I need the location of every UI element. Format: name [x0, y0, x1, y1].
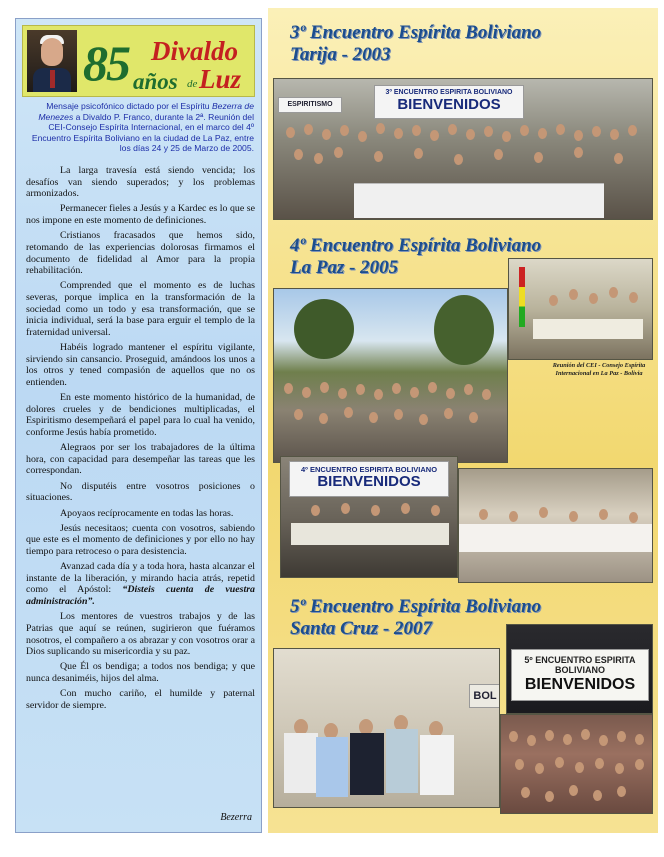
- encounter-3-title: 3º Encuentro Espírita Boliviano Tarija - 2003: [290, 22, 542, 65]
- paragraph: Permanecer fieles a Jesús y a Kardec es lo que se nos impone en este momento de definiciones.: [26, 203, 255, 227]
- anniversary-header: [22, 25, 255, 97]
- paragraph: Habéis logrado mantener el espíritu vigilante, sirviendo sin cansancio. Proseguid, amándoos los unos a los otros y tened compasión de aquellos que no os entienden.: [26, 342, 255, 388]
- message-panel: [15, 18, 262, 833]
- paragraph: Que Él os bendiga; a todos nos bendiga; y que nunca desaniméis, hijos del alma.: [26, 661, 255, 684]
- encounter-4-banner: 4º ENCUENTRO ESPIRITA BOLIVIANO BIENVENIDOS: [289, 461, 449, 497]
- header-name: Divaldo: [151, 36, 238, 66]
- message-body: [26, 165, 255, 715]
- cei-meeting-photo: [508, 258, 653, 360]
- encounter-5-title: 5º Encuentro Espírita Boliviano Santa Cruz - 2007: [290, 596, 542, 639]
- head-table: [291, 523, 449, 545]
- palm-tree: [434, 295, 494, 365]
- crowd: [274, 119, 652, 219]
- header-number: 85: [83, 35, 129, 91]
- encounter-3-banner: 3º ENCUENTRO ESPIRITA BOLIVIANO BIENVENIDOS: [374, 85, 524, 119]
- header-luz: Luz: [199, 64, 242, 94]
- encounter-5-group-photo: [273, 648, 500, 808]
- encounter-4-hall-photo: [458, 468, 653, 583]
- encounter-5-banner: 5º ENCUENTRO ESPIRITA BOLIVIANO BIENVENIDOS: [511, 649, 649, 701]
- meeting-table: [533, 319, 643, 339]
- paragraph: Con mucho cariño, el humilde y paternal servidor de siempre.: [26, 688, 255, 711]
- encounter-3-photo: [273, 78, 653, 220]
- paragraph: No disputéis entre vosotros posiciones o situaciones.: [26, 480, 255, 504]
- crowd: [501, 725, 652, 813]
- paragraph: Avanzad cada día y a toda hora, hasta alcanzar el instante de la liberación, y mirando hacia atrás, repetid como el Apóstol: “Disteis cuenta de vuestra administración”.: [26, 561, 255, 608]
- encounter-4-title: 4º Encuentro Espírita Boliviano La Paz - 2005: [290, 235, 542, 278]
- header-years: años: [133, 69, 178, 94]
- encounter-3-sign: ESPIRITISMO: [278, 97, 342, 113]
- encounter-4-stage-photo: [280, 456, 458, 578]
- bolivia-flag: [519, 267, 525, 327]
- encounters-panel: [268, 8, 658, 833]
- encounter-5-audience-photo: [500, 714, 653, 814]
- apostle-quote: “Disteis cuenta de vuestra administración”.: [26, 584, 255, 608]
- header-de: de: [187, 78, 198, 90]
- intro-note: Mensaje psicofónico dictado por el Espíritu Bezerra de Menezes a Divaldo P. Franco, durante la 2ª. Reunión del CEI-Consejo Espírita Internacional, en el marco del 4º Encuentro Espírita Boliviano en la ciudad de La Paz, entre los días 24 y 25 de Marzo de 2005.: [31, 101, 254, 153]
- paragraph: Los mentores de vuestros trabajos y de las Patrias que aquí se reúnen, sugirieron que fuéramos nosotros, el compañero a os abrazar y con vosotros orar a Dios suplicando su misericordia y su paz.: [26, 611, 255, 658]
- signature: Bezerra: [220, 812, 252, 823]
- paragraph: Apoyaos recíprocamente en todas las horas.: [60, 507, 234, 519]
- encounter-5-banner-photo: [506, 624, 653, 714]
- crowd: [274, 379, 507, 462]
- encounter-5-sign: BOL: [469, 684, 500, 708]
- palm-tree: [294, 299, 354, 359]
- paragraph: La larga travesía está siendo vencida; los desafíos van siendo superados; y los problemas armonizados.: [26, 165, 255, 200]
- paragraph: Cristianos fracasados que hemos sido, retomando de las experiencias dolorosas firmamos el documento de fidelidad al Amor para la propia rehabilitación.: [26, 230, 255, 277]
- paragraph: Comprended que el momento es de luchas severas, porque implica en la transformación de la sociedad como un todo y esa transformación, que se inicia individual, será la base para erguir el templo de la fraternidad universal.: [26, 280, 255, 338]
- tables: [459, 524, 652, 552]
- encounter-4-group-photo: [273, 288, 508, 463]
- paragraph: Alegraos por ser los trabajadores de la última hora, con capacidad para desempeñar las tareas que les correspondan.: [26, 442, 255, 477]
- cei-meeting-caption: Reunión del CEI - Consejo Espírita Internacional en La Paz - Bolivia: [552, 362, 646, 377]
- paragraph: En este momento histórico de la humanidad, de dolores crueles y de bendiciones multiplicadas, el Espiritismo desempeñará el papel para lo cual ha venido, conforme Jesús había prometido.: [26, 392, 255, 438]
- intro-author: Bezerra de Menezes: [38, 101, 254, 122]
- paragraph: Jesús necesitaos; cuenta con vosotros, sabiendo que este es el momento de definiciones y por ello no hay tiempo para retroceso o para desistencia.: [26, 522, 255, 557]
- divaldo-portrait: [27, 30, 77, 92]
